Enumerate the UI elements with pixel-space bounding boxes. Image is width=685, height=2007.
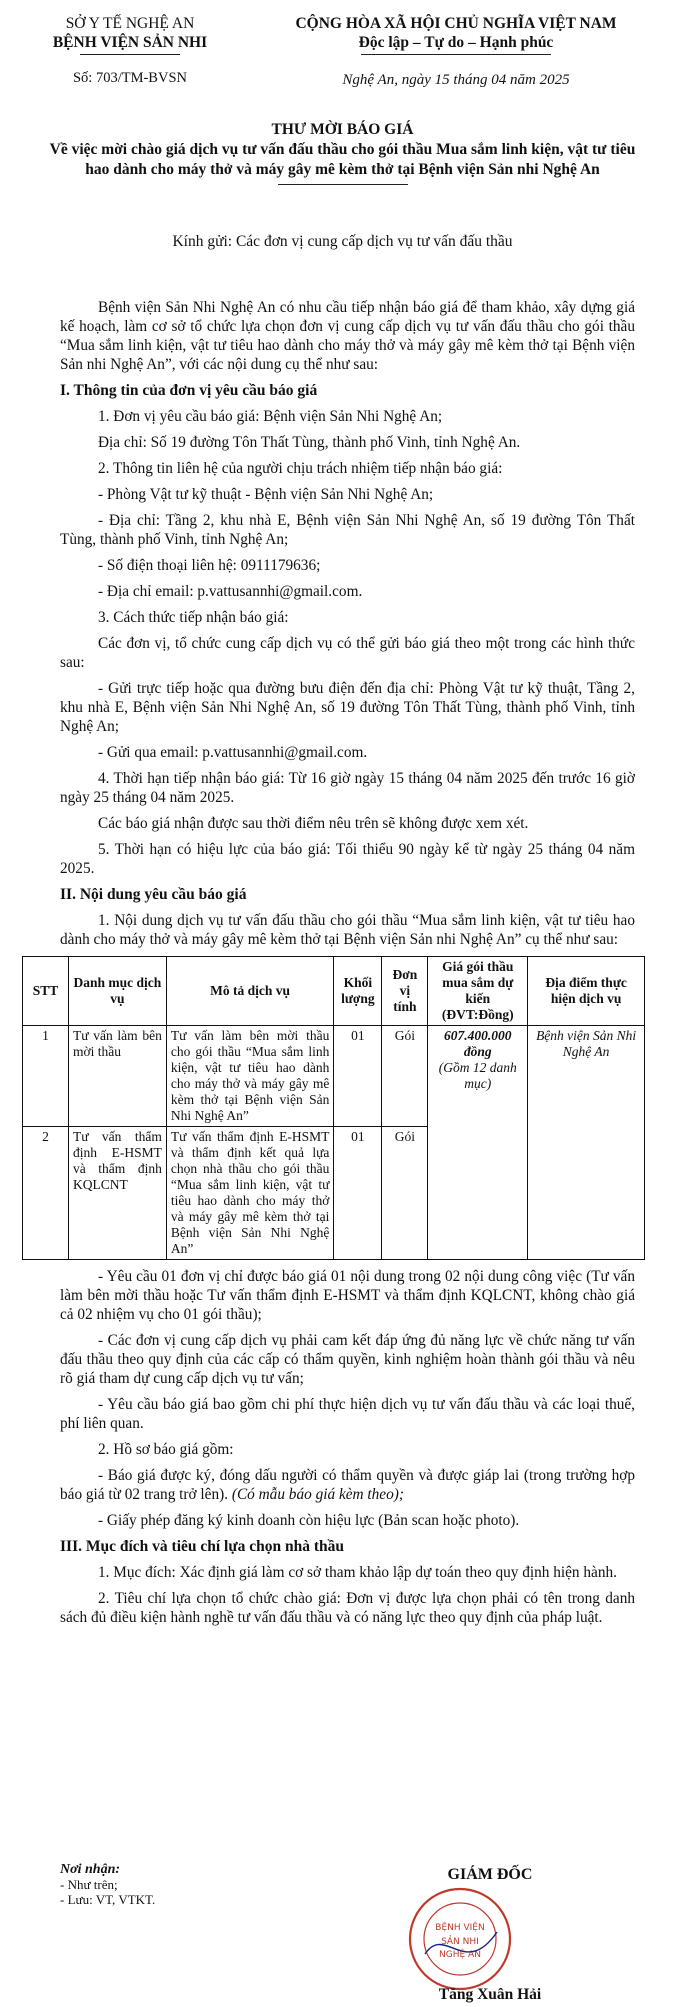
paragraph: - Số điện thoại liên hệ: 0911179636; xyxy=(98,557,321,574)
cell-service: Tư vấn thẩm định E-HSMT và thẩm định KQLCNT xyxy=(68,1127,166,1260)
table-header-row xyxy=(23,957,645,1026)
paragraph: 1. Mục đích: Xác định giá làm cơ sở tham khảo lập dự toán theo quy định hiện hành. xyxy=(98,1564,617,1581)
cell-stt: 2 xyxy=(23,1127,69,1260)
cell-quantity: 01 xyxy=(334,1127,382,1260)
document-body xyxy=(32,298,637,1634)
document-number: Số: 703/TM-BVSN xyxy=(72,70,187,86)
issuer-underline xyxy=(80,54,180,55)
paragraph: - Phòng Vật tư kỹ thuật - Bệnh viện Sản Nhi Nghệ An; xyxy=(98,486,434,503)
paragraph: 2. Thông tin liên hệ của người chịu trách nhiệm tiếp nhận báo giá: xyxy=(98,460,503,477)
signer-name: Tăng Xuân Hải xyxy=(438,1986,542,2003)
paragraph: - Gửi qua email: p.vattusannhi@gmail.com. xyxy=(98,744,368,761)
paragraph xyxy=(60,1466,635,1504)
recipient-item: - Lưu: VT, VTKT. xyxy=(60,1892,156,1907)
paragraph: - Gửi trực tiếp hoặc qua đường bưu điện đến địa chỉ: Phòng Vật tư kỹ thuật, Tầng 2, khu nhà E, Bệnh viện Sản Nhi Nghệ An, số 19 đường Tôn Thất Tùng, thành phố Vinh, tỉnh Nghệ An; xyxy=(60,680,635,735)
paragraph: 1. Đơn vị yêu cầu báo giá: Bệnh viện Sản Nhi Nghệ An; xyxy=(98,408,443,425)
recipients-label: Nơi nhận: xyxy=(60,1862,121,1877)
issuer-block xyxy=(30,14,230,88)
paragraph: - Yêu cầu 01 đơn vị chỉ được báo giá 01 nội dung trong 02 nội dung công việc (Tư vấn làm bên mời thầu hoặc Tư vấn thẩm định E-HSMT và thẩm định KQLCNT, không chào giá cả 02 nhiệm vụ cho 01 gói thầu); xyxy=(60,1268,635,1323)
column-header: Giá gói thầu mua sắm dự kiến (ĐVT:Đồng) xyxy=(428,957,528,1026)
paragraph: - Giấy phép đăng ký kinh doanh còn hiệu lực (Bản scan hoặc photo). xyxy=(98,1512,520,1529)
paragraph: 2. Tiêu chí lựa chọn tổ chức chào giá: Đơn vị được lựa chọn phải có tên trong danh sách đủ điều kiện hành nghề tư vấn đấu thầu và có năng lực theo quy định của pháp luật. xyxy=(60,1590,635,1626)
national-title: CỘNG HÒA XÃ HỘI CHỦ NGHĨA VIỆT NAM xyxy=(295,15,617,32)
signature-area xyxy=(0,1862,685,2002)
paragraph: - Địa chỉ email: p.vattusannhi@gmail.com. xyxy=(98,583,363,600)
paragraph: 2. Hồ sơ báo giá gồm: xyxy=(98,1441,234,1458)
recipients-list xyxy=(60,1862,155,1907)
paragraph: Các đơn vị, tổ chức cung cấp dịch vụ có thể gửi báo giá theo một trong các hình thức sau: xyxy=(60,635,635,671)
column-header: Khối lượng xyxy=(334,957,382,1026)
paragraph: 1. Nội dung dịch vụ tư vấn đấu thầu cho gói thầu “Mua sắm linh kiện, vật tư tiêu hao dành cho máy thở và máy gây mê kèm thở tại Bệnh viện Sản nhi Nghệ An” cụ thể như sau: xyxy=(60,912,635,948)
cell-unit: Gói xyxy=(382,1127,428,1260)
cell-description: Tư vấn làm bên mời thầu cho gói thầu “Mua sắm linh kiện, vật tư tiêu hao dành cho máy thở và máy gây mê kèm thở tại Bệnh viện Sản Nhi Nghệ An” xyxy=(166,1026,334,1127)
column-header: Địa điểm thực hiện dịch vụ xyxy=(528,957,645,1026)
section-heading: I. Thông tin của đơn vị yêu cầu báo giá xyxy=(60,382,318,399)
cell-stt: 1 xyxy=(23,1026,69,1127)
paragraph: Địa chỉ: Số 19 đường Tôn Thất Tùng, thành phố Vinh, tỉnh Nghệ An. xyxy=(98,434,521,451)
intro-paragraph: Bệnh viện Sản Nhi Nghệ An có nhu cầu tiếp nhận báo giá để tham khảo, xây dựng giá kế hoạch, làm cơ sở tổ chức lựa chọn đơn vị cung cấp dịch vụ tư vấn đấu thầu cho gói thầu “Mua sắm linh kiện, vật tư tiêu hao dành cho máy thở và máy gây mê kèm thở tại Bệnh viện Sản nhi Nghệ An”, với các nội dung cụ thể như sau: xyxy=(60,299,635,373)
signer-position: GIÁM ĐỐC xyxy=(447,1866,533,1883)
service-table xyxy=(22,956,645,1260)
paragraph: - Yêu cầu báo giá bao gồm chi phí thực hiện dịch vụ tư vấn đấu thầu và các loại thuế, phí liên quan. xyxy=(60,1396,635,1432)
cell-package-price xyxy=(428,1026,528,1260)
document-title-block xyxy=(40,120,645,185)
column-header: Đơn vị tính xyxy=(382,957,428,1026)
national-motto-block xyxy=(246,14,666,90)
document-date: Nghệ An, ngày 15 tháng 04 năm 2025 xyxy=(342,72,570,88)
recipient-item: - Như trên; xyxy=(60,1877,118,1892)
paragraph: - Địa chỉ: Tầng 2, khu nhà E, Bệnh viện Sản Nhi Nghệ An, số 19 đường Tôn Thất Tùng, thành phố Vinh, tỉnh Nghệ An; xyxy=(60,512,635,548)
cell-unit: Gói xyxy=(382,1026,428,1127)
package-price-value: 607.400.000 đồng xyxy=(444,1028,512,1059)
issuer-parent: SỞ Y TẾ NGHỆ AN xyxy=(65,15,195,32)
table-row xyxy=(23,1026,645,1127)
column-header: Mô tả dịch vụ xyxy=(166,957,334,1026)
package-price-note: (Gồm 12 danh mục) xyxy=(438,1060,517,1091)
stamp-text: NGHỆ AN xyxy=(439,1950,481,1960)
paragraph-text: - Báo giá được ký, đóng dấu người có thẩm quyền và được giáp lai (trong trường hợp báo giá từ 02 trang trở lên). xyxy=(60,1467,635,1503)
cell-quantity: 01 xyxy=(334,1026,382,1127)
paragraph: 5. Thời hạn có hiệu lực của báo giá: Tối thiểu 90 ngày kể từ ngày 25 tháng 04 năm 2025. xyxy=(60,841,635,877)
recipient-line: Kính gửi: Các đơn vị cung cấp dịch vụ tư vấn đấu thầu xyxy=(172,233,513,250)
stamp-text: BỆNH VIỆN xyxy=(435,1923,485,1933)
document-subject: Về việc mời chào giá dịch vụ tư vấn đấu thầu cho gói thầu Mua sắm linh kiện, vật tư tiêu hao dành cho máy thở và máy gây mê kèm thở tại Bệnh viện Sản nhi Nghệ An xyxy=(49,141,636,178)
cell-service: Tư vấn làm bên mời thầu xyxy=(68,1026,166,1127)
paragraph: 3. Cách thức tiếp nhận báo giá: xyxy=(98,609,289,626)
paragraph-note: (Có mẫu báo giá kèm theo); xyxy=(231,1486,404,1503)
paragraph: - Các đơn vị cung cấp dịch vụ phải cam kết đáp ứng đủ năng lực về chức năng tư vấn đấu thầu theo quy định của các cấp có thẩm quyền, kinh nghiệm hoàn thành gói thầu và nêu rõ giá tham dự cung cấp dịch vụ tư vấn; xyxy=(60,1332,635,1387)
section-heading: II. Nội dung yêu cầu báo giá xyxy=(60,886,247,903)
column-header: Danh mục dịch vụ xyxy=(68,957,166,1026)
paragraph: Các báo giá nhận được sau thời điểm nêu trên sẽ không được xem xét. xyxy=(98,815,529,832)
column-header: STT xyxy=(23,957,69,1026)
stamp-text: SẢN NHI xyxy=(441,1937,479,1947)
section-heading: III. Mục đích và tiêu chí lựa chọn nhà thầu xyxy=(60,1538,345,1555)
national-motto: Độc lập – Tự do – Hạnh phúc xyxy=(358,34,554,51)
cell-description: Tư vấn thẩm định E-HSMT và thẩm định kết quả lựa chọn nhà thầu cho gói thầu “Mua sắm linh kiện, vật tư tiêu hao dành cho máy thở và máy gây mê kèm thở tại Bệnh viện Sản Nhi Nghệ An” xyxy=(166,1127,334,1260)
title-underline xyxy=(278,184,408,185)
paragraph: 4. Thời hạn tiếp nhận báo giá: Từ 16 giờ ngày 15 tháng 04 năm 2025 đến trước 16 giờ ngày 25 tháng 04 năm 2025. xyxy=(60,770,635,806)
document-title: THƯ MỜI BÁO GIÁ xyxy=(271,121,414,138)
issuer-name: BỆNH VIỆN SẢN NHI xyxy=(52,34,208,51)
motto-underline xyxy=(361,54,551,55)
official-stamp xyxy=(405,1884,515,1994)
cell-location: Bệnh viện Sản Nhi Nghệ An xyxy=(528,1026,645,1260)
